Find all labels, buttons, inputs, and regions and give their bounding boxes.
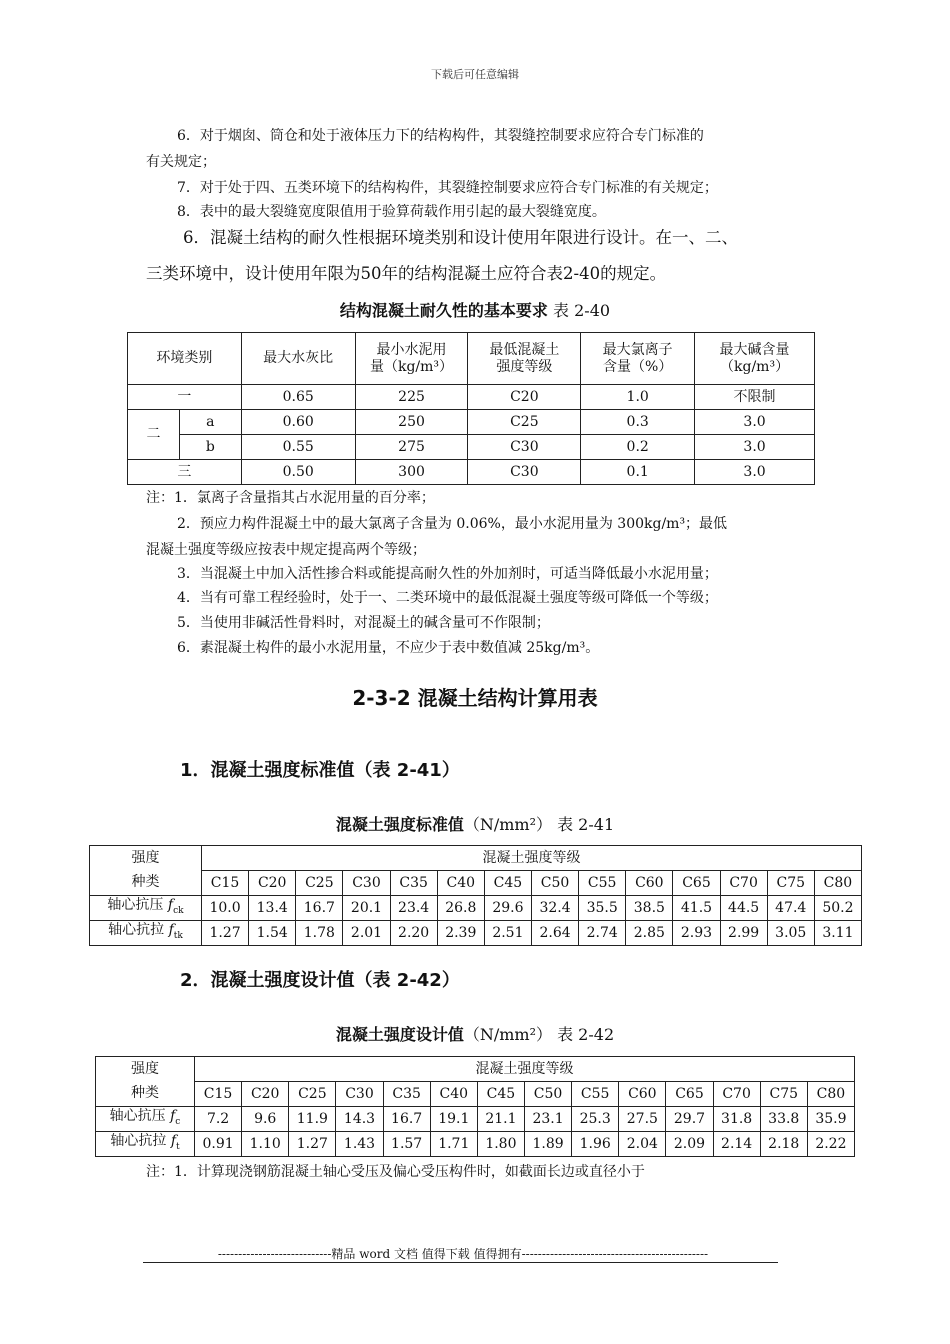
grade-cell: C35 bbox=[390, 871, 437, 896]
table-note-1: 注：1．氯离子含量指其占水泥用量的百分率； bbox=[146, 490, 435, 506]
header-min-cement: 最小水泥用 量（kg/m³） bbox=[355, 333, 468, 385]
grade-cell: C55 bbox=[572, 1082, 619, 1107]
grade-cell: C40 bbox=[430, 1082, 477, 1107]
value-cell: 11.9 bbox=[289, 1107, 336, 1132]
table-2-42-note: 注：1．计算现浇钢筋混凝土轴心受压及偏心受压构件时，如截面长边或直径小于 bbox=[146, 1164, 645, 1180]
corner-label: 强度 bbox=[90, 846, 202, 871]
header-env-class: 环境类别 bbox=[128, 333, 242, 385]
value-cell: 16.7 bbox=[296, 896, 343, 921]
value-cell: 2.51 bbox=[484, 921, 531, 946]
value-cell: 26.8 bbox=[437, 896, 484, 921]
value-cell: 25.3 bbox=[572, 1107, 619, 1132]
grade-cell: C40 bbox=[437, 871, 484, 896]
table-note-3: 3．当混凝土中加入活性掺合料或能提高耐久性的外加剂时，可适当降低最小水泥用量； bbox=[177, 566, 718, 582]
value-cell: 19.1 bbox=[430, 1107, 477, 1132]
header-max-wc: 最大水灰比 bbox=[241, 333, 355, 385]
note-7: 7．对于处于四、五类环境下的结构构件，其裂缝控制要求应符合专门标准的有关规定； bbox=[177, 180, 718, 196]
value-cell: 21.1 bbox=[477, 1107, 524, 1132]
value-cell: 1.57 bbox=[383, 1132, 430, 1157]
value-cell: 1.80 bbox=[477, 1132, 524, 1157]
table-header-row bbox=[96, 1057, 855, 1082]
standard-strength-table bbox=[89, 845, 862, 946]
value-cell: 2.93 bbox=[673, 921, 720, 946]
header-max-chloride: 最大氯离子 含量（%） bbox=[581, 333, 695, 385]
grade-cell: C75 bbox=[767, 871, 814, 896]
header-max-alkali: 最大碱含量 （kg/m³） bbox=[695, 333, 815, 385]
table-2-40-caption bbox=[0, 298, 950, 321]
value-cell: 29.7 bbox=[666, 1107, 713, 1132]
value-cell: 35.9 bbox=[807, 1107, 854, 1132]
value-cell: 2.64 bbox=[531, 921, 578, 946]
grade-cell: C50 bbox=[524, 1082, 571, 1107]
value-cell: 23.4 bbox=[390, 896, 437, 921]
value-cell: 32.4 bbox=[531, 896, 578, 921]
value-cell: 31.8 bbox=[713, 1107, 760, 1132]
table-row: b 0.55 275 C30 0.2 3.0 bbox=[128, 435, 815, 460]
page-footer: ----------------------------精品 word 文档 值得下载 值得拥有---------------------------------------------- bbox=[217, 1247, 709, 1261]
grade-cell: C65 bbox=[673, 871, 720, 896]
value-cell: 1.54 bbox=[249, 921, 296, 946]
value-cell: 1.96 bbox=[572, 1132, 619, 1157]
grade-cell: C60 bbox=[619, 1082, 666, 1107]
grade-cell: C60 bbox=[626, 871, 673, 896]
value-cell: 14.3 bbox=[336, 1107, 383, 1132]
value-cell: 2.14 bbox=[713, 1132, 760, 1157]
value-cell: 1.71 bbox=[430, 1132, 477, 1157]
grade-cell: C30 bbox=[336, 1082, 383, 1107]
value-cell: 41.5 bbox=[673, 896, 720, 921]
row-label: 轴心抗拉 $f_t$ bbox=[96, 1132, 195, 1157]
value-cell: 0.91 bbox=[195, 1132, 242, 1157]
grade-cell: C45 bbox=[484, 871, 531, 896]
value-cell: 2.39 bbox=[437, 921, 484, 946]
value-cell: 2.01 bbox=[343, 921, 390, 946]
value-cell: 23.1 bbox=[524, 1107, 571, 1132]
grade-cell: C20 bbox=[242, 1082, 289, 1107]
grade-header: 混凝土强度等级 bbox=[195, 1057, 855, 1082]
table-2-40-number: 表 2-40 bbox=[553, 301, 611, 320]
value-cell: 33.8 bbox=[760, 1107, 807, 1132]
value-cell: 1.43 bbox=[336, 1132, 383, 1157]
value-cell: 7.2 bbox=[195, 1107, 242, 1132]
value-cell: 10.0 bbox=[202, 896, 249, 921]
grade-cell: C80 bbox=[814, 871, 861, 896]
table-note-6: 6．素混凝土构件的最小水泥用量，不应少于表中数值减 25kg/m³。 bbox=[177, 640, 600, 656]
table-2-42-caption bbox=[0, 1022, 950, 1045]
corner-label-2: 种类 bbox=[96, 1082, 195, 1107]
value-cell: 2.85 bbox=[626, 921, 673, 946]
note-6: 6．对于烟囱、筒仓和处于液体压力下的结构构件，其裂缝控制要求应符合专门标准的 bbox=[177, 128, 704, 144]
corner-label-2: 种类 bbox=[90, 871, 202, 896]
grade-cell: C25 bbox=[289, 1082, 336, 1107]
grade-cell: C70 bbox=[713, 1082, 760, 1107]
grade-cell: C20 bbox=[249, 871, 296, 896]
header-min-grade: 最低混凝土 强度等级 bbox=[468, 333, 581, 385]
grade-header: 混凝土强度等级 bbox=[202, 846, 862, 871]
table-row bbox=[96, 1132, 855, 1157]
value-cell: 44.5 bbox=[720, 896, 767, 921]
value-cell: 47.4 bbox=[767, 896, 814, 921]
table-note-5: 5．当使用非碱活性骨料时，对混凝土的碱含量可不作限制； bbox=[177, 615, 550, 631]
heading-design-values: 2．混凝土强度设计值（表 2-42） bbox=[180, 970, 460, 991]
grade-cell: C65 bbox=[666, 1082, 713, 1107]
table-row bbox=[90, 921, 862, 946]
table-header-row bbox=[128, 333, 815, 385]
value-cell: 38.5 bbox=[626, 896, 673, 921]
durability-paragraph-cont: 三类环境中，设计使用年限为50年的结构混凝土应符合表2-40的规定。 bbox=[146, 264, 667, 283]
page-header: 下载后可任意编辑 bbox=[431, 68, 519, 81]
table-row: 一 0.65 225 C20 1.0 不限制 bbox=[128, 385, 815, 410]
table-2-42-number: （N/mm²） 表 2-42 bbox=[463, 1025, 615, 1044]
table-row bbox=[96, 1107, 855, 1132]
table-2-40-title: 结构混凝土耐久性的基本要求 bbox=[339, 301, 548, 320]
grade-cell: C75 bbox=[760, 1082, 807, 1107]
grade-cell: C45 bbox=[477, 1082, 524, 1107]
value-cell: 27.5 bbox=[619, 1107, 666, 1132]
grade-cell: C55 bbox=[579, 871, 626, 896]
table-note-2: 2．预应力构件混凝土中的最大氯离子含量为 0.06%，最小水泥用量为 300kg/m³；最低 bbox=[177, 516, 728, 532]
value-cell: 2.22 bbox=[807, 1132, 854, 1157]
value-cell: 50.2 bbox=[814, 896, 861, 921]
grade-row bbox=[90, 871, 862, 896]
row-label: 轴心抗压 $f_c$ bbox=[96, 1107, 195, 1132]
table-row bbox=[90, 896, 862, 921]
row-label: 轴心抗拉 $f_{tk}$ bbox=[90, 921, 202, 946]
value-cell: 2.99 bbox=[720, 921, 767, 946]
section-title: 2-3-2 混凝土结构计算用表 bbox=[352, 686, 598, 710]
value-cell: 2.09 bbox=[666, 1132, 713, 1157]
value-cell: 2.18 bbox=[760, 1132, 807, 1157]
table-2-41-number: （N/mm²） 表 2-41 bbox=[463, 815, 615, 834]
footer-divider bbox=[143, 1262, 778, 1263]
table-2-41-title: 混凝土强度标准值 bbox=[335, 815, 464, 834]
table-note-4: 4．当有可靠工程经验时，处于一、二类环境中的最低混凝土强度等级可降低一个等级； bbox=[177, 590, 718, 606]
value-cell: 35.5 bbox=[579, 896, 626, 921]
table-2-41-caption bbox=[0, 812, 950, 835]
row-label: 轴心抗压 $f_{ck}$ bbox=[90, 896, 202, 921]
durability-paragraph: 6．混凝土结构的耐久性根据环境类别和设计使用年限进行设计。在一、二、 bbox=[183, 228, 738, 247]
value-cell: 2.74 bbox=[579, 921, 626, 946]
value-cell: 1.78 bbox=[296, 921, 343, 946]
value-cell: 29.6 bbox=[484, 896, 531, 921]
table-header-row bbox=[90, 846, 862, 871]
grade-cell: C30 bbox=[343, 871, 390, 896]
design-strength-table bbox=[95, 1056, 855, 1157]
table-2-42-title: 混凝土强度设计值 bbox=[335, 1025, 464, 1044]
table-note-2-cont: 混凝土强度等级应按表中规定提高两个等级； bbox=[146, 542, 426, 558]
grade-row bbox=[96, 1082, 855, 1107]
value-cell: 1.27 bbox=[289, 1132, 336, 1157]
heading-standard-values: 1．混凝土强度标准值（表 2-41） bbox=[180, 760, 460, 781]
table-row: 二 a 0.60 250 C25 0.3 3.0 bbox=[128, 410, 815, 435]
value-cell: 3.11 bbox=[814, 921, 861, 946]
value-cell: 1.89 bbox=[524, 1132, 571, 1157]
value-cell: 16.7 bbox=[383, 1107, 430, 1132]
value-cell: 2.20 bbox=[390, 921, 437, 946]
value-cell: 20.1 bbox=[343, 896, 390, 921]
value-cell: 1.27 bbox=[202, 921, 249, 946]
grade-cell: C15 bbox=[202, 871, 249, 896]
value-cell: 3.05 bbox=[767, 921, 814, 946]
value-cell: 1.10 bbox=[242, 1132, 289, 1157]
note-8: 8．表中的最大裂缝宽度限值用于验算荷载作用引起的最大裂缝宽度。 bbox=[177, 204, 606, 220]
grade-cell: C15 bbox=[195, 1082, 242, 1107]
grade-cell: C25 bbox=[296, 871, 343, 896]
grade-cell: C70 bbox=[720, 871, 767, 896]
grade-cell: C35 bbox=[383, 1082, 430, 1107]
corner-label: 强度 bbox=[96, 1057, 195, 1082]
grade-cell: C80 bbox=[807, 1082, 854, 1107]
note-6-cont: 有关规定； bbox=[146, 154, 216, 170]
grade-cell: C50 bbox=[531, 871, 578, 896]
durability-table bbox=[127, 332, 815, 485]
value-cell: 13.4 bbox=[249, 896, 296, 921]
value-cell: 9.6 bbox=[242, 1107, 289, 1132]
value-cell: 2.04 bbox=[619, 1132, 666, 1157]
table-row: 三 0.50 300 C30 0.1 3.0 bbox=[128, 460, 815, 485]
